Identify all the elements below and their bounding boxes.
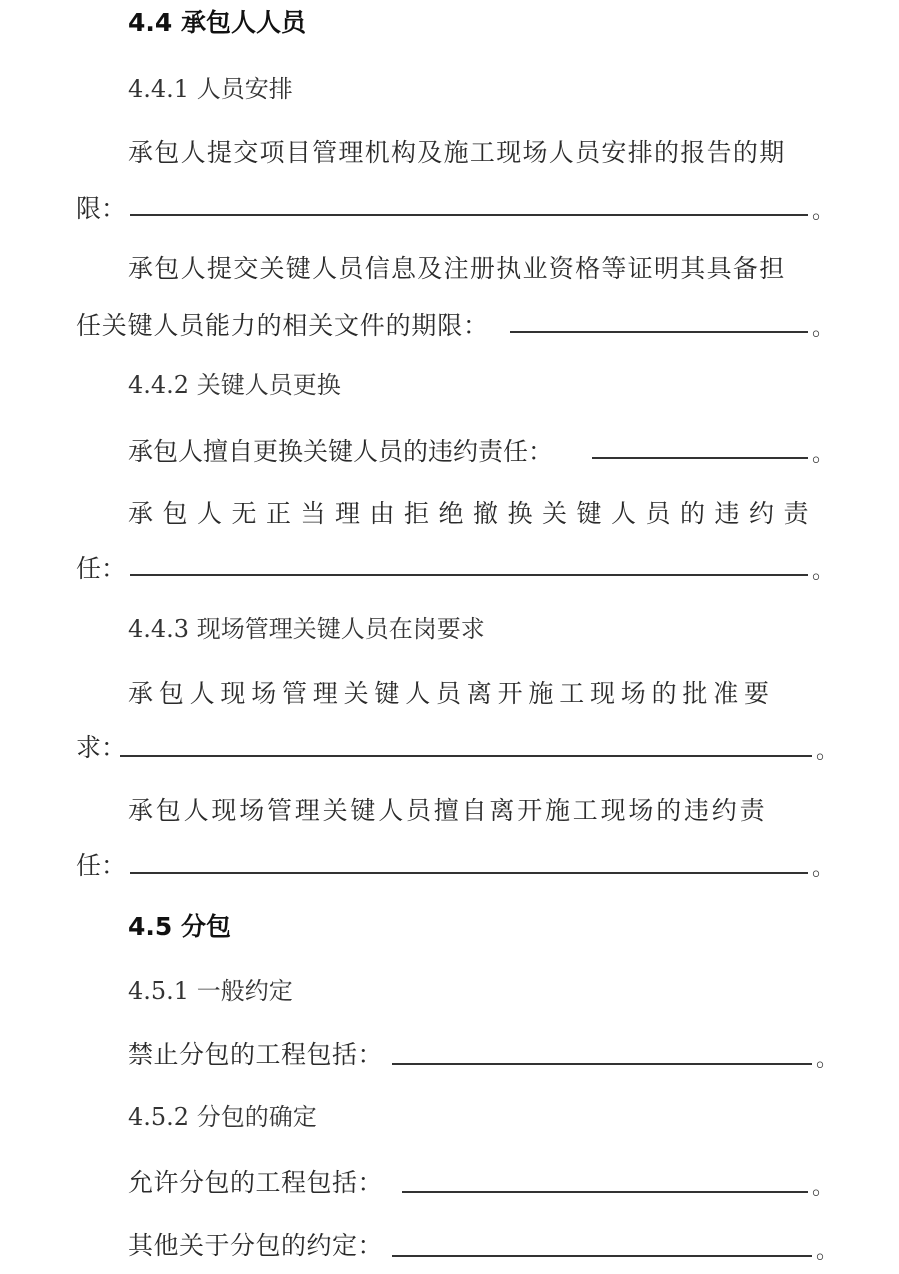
section-heading-4-4: 4.4 承包人人员 [128, 8, 306, 37]
fill-in-blank-unauthorized-replacement-liability[interactable] [592, 457, 808, 459]
subsection-heading-4-5-2: 4.5.2 分包的确定 [128, 1103, 317, 1131]
period-mark: 。 [816, 1239, 839, 1264]
paragraph-line: 任： [76, 554, 127, 583]
paragraph-line: 承包人现场管理关键人员擅自离开施工现场的违约责 [128, 796, 768, 825]
paragraph-line: 禁止分包的工程包括： [128, 1040, 384, 1069]
fill-in-blank-key-personnel-docs-deadline[interactable] [510, 331, 808, 333]
paragraph-line: 其他关于分包的约定： [128, 1231, 384, 1260]
fill-in-blank-refusal-replacement-liability[interactable] [130, 574, 808, 576]
fill-in-blank-prohibited-subcontract-works[interactable] [392, 1063, 812, 1065]
paragraph-line: 任关键人员能力的相关文件的期限： [76, 311, 489, 340]
section-heading-4-5: 4.5 分包 [128, 912, 231, 941]
paragraph-line: 允许分包的工程包括： [128, 1168, 384, 1197]
paragraph-line: 承包人擅自更换关键人员的违约责任： [128, 437, 554, 466]
period-mark: 。 [812, 442, 835, 467]
period-mark: 。 [816, 1047, 839, 1072]
fill-in-blank-unauthorized-leave-liability[interactable] [130, 872, 808, 874]
fill-in-blank-report-deadline[interactable] [130, 214, 808, 216]
paragraph-line: 承包人无正当理由拒绝撤换关键人员的违约责 [128, 499, 819, 528]
period-mark: 。 [812, 316, 835, 341]
period-mark: 。 [812, 856, 835, 881]
paragraph-line: 任： [76, 851, 127, 880]
subsection-heading-4-4-1: 4.4.1 人员安排 [128, 75, 293, 103]
fill-in-blank-other-subcontract-agreements[interactable] [392, 1255, 812, 1257]
period-mark: 。 [816, 739, 839, 764]
subsection-heading-4-5-1: 4.5.1 一般约定 [128, 977, 293, 1005]
paragraph-line: 承包人提交关键人员信息及注册执业资格等证明其具备担 [128, 254, 786, 283]
period-mark: 。 [812, 1175, 835, 1200]
subsection-heading-4-4-2: 4.4.2 关键人员更换 [128, 371, 341, 399]
paragraph-line: 承包人现场管理关键人员离开施工现场的批准要 [128, 679, 775, 708]
paragraph-line: 限： [76, 194, 127, 223]
fill-in-blank-leave-approval-requirement[interactable] [120, 755, 812, 757]
period-mark: 。 [812, 199, 835, 224]
subsection-heading-4-4-3: 4.4.3 现场管理关键人员在岗要求 [128, 615, 485, 643]
fill-in-blank-permitted-subcontract-works[interactable] [402, 1191, 808, 1193]
paragraph-line: 承包人提交项目管理机构及施工现场人员安排的报告的期 [128, 138, 786, 167]
period-mark: 。 [812, 559, 835, 584]
paragraph-line: 求： [76, 733, 127, 762]
